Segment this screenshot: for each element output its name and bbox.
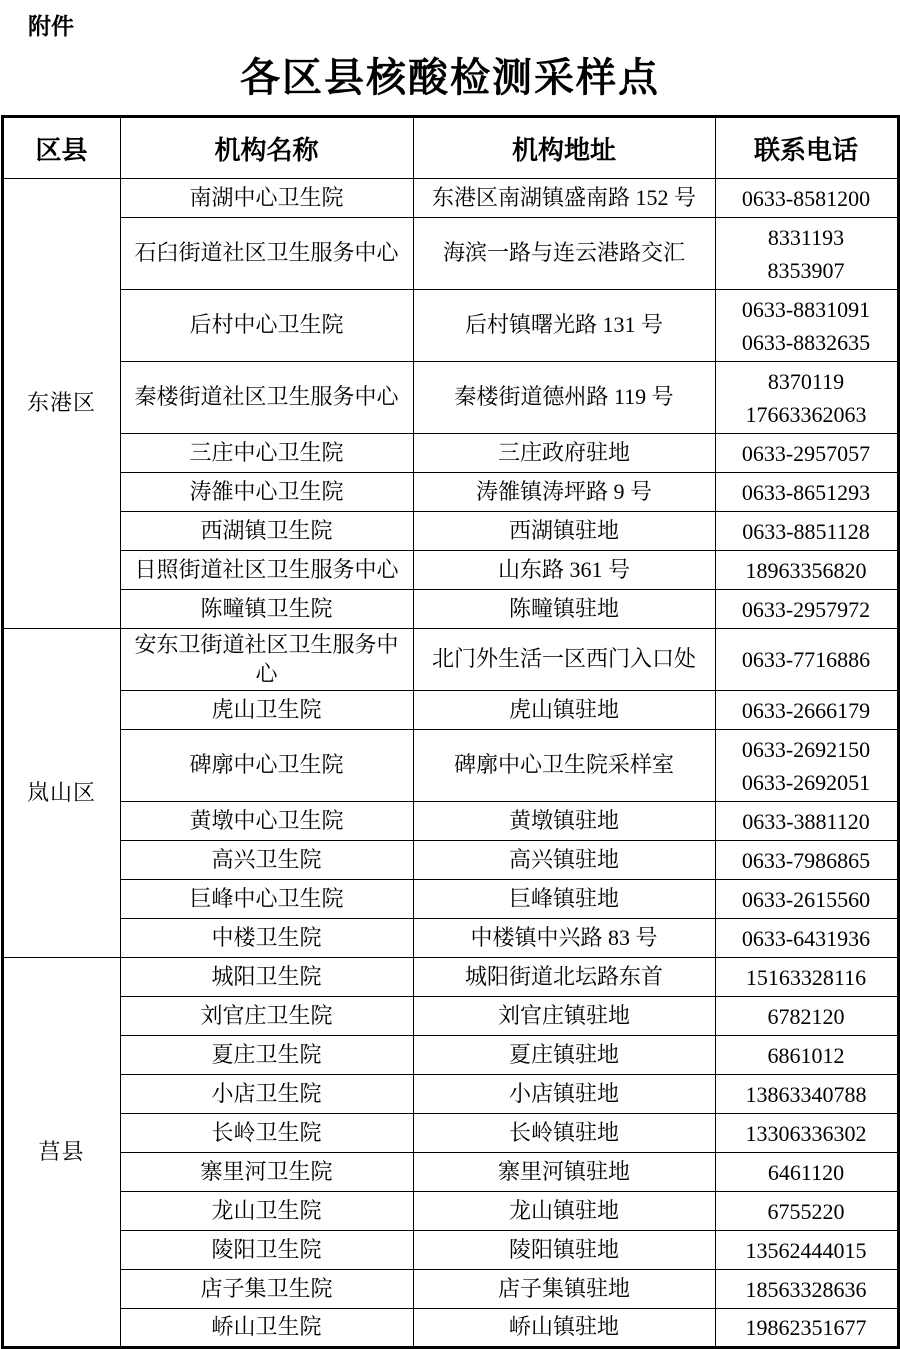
phone-cell — [715, 434, 898, 473]
header-phone: 联系电话 — [715, 117, 898, 179]
phone-number: 8353907 — [767, 257, 845, 283]
phone-number: 0633-8651293 — [741, 479, 871, 505]
phone-cell — [715, 841, 898, 880]
institution-address-cell: 碑廓中心卫生院采样室 — [413, 730, 715, 802]
institution-address-cell: 龙山镇驻地 — [413, 1192, 715, 1231]
table-row — [2, 1192, 898, 1231]
institution-name-cell: 黄墩中心卫生院 — [120, 802, 413, 841]
phone-number: 17663362063 — [745, 401, 867, 427]
phone-cell — [715, 629, 898, 691]
institution-name-cell: 石臼街道社区卫生服务中心 — [120, 218, 413, 290]
institution-name-cell: 城阳卫生院 — [120, 958, 413, 997]
phone-number: 13562444015 — [745, 1237, 867, 1263]
institution-address-cell: 巨峰镇驻地 — [413, 880, 715, 919]
header-row — [2, 117, 898, 179]
phone-cell — [715, 1309, 898, 1348]
phone-number: 6782120 — [767, 1003, 845, 1029]
phone-number: 0633-2957057 — [741, 440, 871, 466]
institution-address-cell: 陈疃镇驻地 — [413, 590, 715, 629]
institution-address-cell: 虎山镇驻地 — [413, 691, 715, 730]
header-district: 区县 — [2, 117, 120, 179]
institution-address-cell: 三庄政府驻地 — [413, 434, 715, 473]
institution-name-cell: 峤山卫生院 — [120, 1309, 413, 1348]
district-cell: 东港区 — [2, 179, 120, 629]
table-row — [2, 179, 898, 218]
institution-name-cell: 陈疃镇卫生院 — [120, 590, 413, 629]
phone-number: 0633-7716886 — [741, 647, 871, 673]
table-row — [2, 1270, 898, 1309]
table-row — [2, 1309, 898, 1348]
phone-cell — [715, 997, 898, 1036]
table-row — [2, 362, 898, 434]
table-row — [2, 1153, 898, 1192]
institution-name-cell: 秦楼街道社区卫生服务中心 — [120, 362, 413, 434]
phone-cell — [715, 1036, 898, 1075]
table-row — [2, 629, 898, 691]
phone-number: 0633-2615560 — [741, 886, 871, 912]
table-row — [2, 473, 898, 512]
institution-name-cell: 长岭卫生院 — [120, 1114, 413, 1153]
phone-number: 0633-8831091 — [741, 296, 871, 322]
table-row — [2, 590, 898, 629]
phone-cell — [715, 1114, 898, 1153]
phone-cell — [715, 1270, 898, 1309]
phone-number: 0633-8832635 — [741, 329, 871, 355]
table-row — [2, 691, 898, 730]
table-row — [2, 218, 898, 290]
phone-cell — [715, 880, 898, 919]
phone-cell — [715, 1075, 898, 1114]
phone-number: 0633-6431936 — [741, 925, 871, 951]
phone-number: 0633-7986865 — [741, 847, 871, 873]
phone-number: 6755220 — [767, 1198, 845, 1224]
institution-address-cell: 秦楼街道德州路 119 号 — [413, 362, 715, 434]
phone-number: 6861012 — [767, 1042, 845, 1068]
institution-name-cell: 高兴卫生院 — [120, 841, 413, 880]
phone-cell — [715, 218, 898, 290]
phone-number: 8370119 — [767, 368, 845, 394]
institution-address-cell: 寨里河镇驻地 — [413, 1153, 715, 1192]
institution-address-cell: 海滨一路与连云港路交汇 — [413, 218, 715, 290]
header-institution-address: 机构地址 — [413, 117, 715, 179]
phone-number: 13306336302 — [745, 1120, 867, 1146]
institution-name-cell: 碑廓中心卫生院 — [120, 730, 413, 802]
institution-address-cell: 东港区南湖镇盛南路 152 号 — [413, 179, 715, 218]
phone-number: 8331193 — [767, 224, 845, 250]
phone-number: 6461120 — [767, 1159, 845, 1185]
table-row — [2, 551, 898, 590]
table-body — [2, 179, 898, 1348]
phone-number: 0633-8851128 — [742, 518, 870, 544]
table-row — [2, 434, 898, 473]
phone-number: 13863340788 — [745, 1081, 867, 1107]
phone-number: 0633-2692051 — [741, 769, 871, 795]
table-row — [2, 1075, 898, 1114]
table-row — [2, 841, 898, 880]
phone-number: 18963356820 — [745, 557, 867, 583]
institution-name-cell: 三庄中心卫生院 — [120, 434, 413, 473]
institution-address-cell: 高兴镇驻地 — [413, 841, 715, 880]
institution-name-cell: 西湖镇卫生院 — [120, 512, 413, 551]
phone-cell — [715, 1153, 898, 1192]
table-row — [2, 802, 898, 841]
district-cell: 岚山区 — [2, 629, 120, 958]
institution-name-cell: 寨里河卫生院 — [120, 1153, 413, 1192]
table-header — [2, 117, 898, 179]
table-row — [2, 1036, 898, 1075]
institution-name-cell: 后村中心卫生院 — [120, 290, 413, 362]
table-row — [2, 919, 898, 958]
institution-name-cell: 夏庄卫生院 — [120, 1036, 413, 1075]
institution-name-cell: 巨峰中心卫生院 — [120, 880, 413, 919]
phone-number: 18563328636 — [745, 1276, 867, 1302]
sampling-points-table — [1, 115, 900, 1349]
phone-cell — [715, 512, 898, 551]
institution-name-cell: 龙山卫生院 — [120, 1192, 413, 1231]
institution-address-cell: 城阳街道北坛路东首 — [413, 958, 715, 997]
institution-name-cell: 陵阳卫生院 — [120, 1231, 413, 1270]
phone-cell — [715, 179, 898, 218]
institution-name-cell: 南湖中心卫生院 — [120, 179, 413, 218]
institution-address-cell: 刘官庄镇驻地 — [413, 997, 715, 1036]
institution-name-cell: 小店卫生院 — [120, 1075, 413, 1114]
table-row — [2, 880, 898, 919]
phone-number: 15163328116 — [745, 964, 867, 990]
table-row — [2, 958, 898, 997]
institution-address-cell: 小店镇驻地 — [413, 1075, 715, 1114]
table-row — [2, 290, 898, 362]
institution-name-cell: 中楼卫生院 — [120, 919, 413, 958]
phone-cell — [715, 730, 898, 802]
institution-address-cell: 陵阳镇驻地 — [413, 1231, 715, 1270]
institution-address-cell: 店子集镇驻地 — [413, 1270, 715, 1309]
phone-number: 0633-8581200 — [741, 185, 871, 211]
institution-name-cell: 虎山卫生院 — [120, 691, 413, 730]
district-cell: 莒县 — [2, 958, 120, 1348]
table-row — [2, 1114, 898, 1153]
institution-address-cell: 山东路 361 号 — [413, 551, 715, 590]
institution-address-cell: 北门外生活一区西门入口处 — [413, 629, 715, 691]
phone-cell — [715, 1231, 898, 1270]
phone-number: 0633-2957972 — [741, 596, 871, 622]
page-title: 各区县核酸检测采样点 — [240, 55, 660, 100]
institution-address-cell: 长岭镇驻地 — [413, 1114, 715, 1153]
institution-address-cell: 峤山镇驻地 — [413, 1309, 715, 1348]
institution-name-cell: 涛雒中心卫生院 — [120, 473, 413, 512]
phone-cell — [715, 1192, 898, 1231]
institution-address-cell: 黄墩镇驻地 — [413, 802, 715, 841]
phone-number: 0633-2666179 — [741, 697, 871, 723]
phone-cell — [715, 590, 898, 629]
phone-number: 0633-2692150 — [741, 736, 871, 762]
attachment-label: 附件 — [28, 13, 74, 39]
institution-address-cell: 西湖镇驻地 — [413, 512, 715, 551]
institution-name-cell: 店子集卫生院 — [120, 1270, 413, 1309]
phone-cell — [715, 958, 898, 997]
institution-name-cell: 刘官庄卫生院 — [120, 997, 413, 1036]
phone-cell — [715, 802, 898, 841]
table-row — [2, 1231, 898, 1270]
phone-cell — [715, 290, 898, 362]
institution-address-cell: 夏庄镇驻地 — [413, 1036, 715, 1075]
institution-address-cell: 后村镇曙光路 131 号 — [413, 290, 715, 362]
institution-address-cell: 中楼镇中兴路 83 号 — [413, 919, 715, 958]
table-row — [2, 997, 898, 1036]
phone-number: 0633-3881120 — [742, 808, 870, 834]
phone-cell — [715, 362, 898, 434]
institution-name-cell: 日照街道社区卫生服务中心 — [120, 551, 413, 590]
phone-number: 19862351677 — [745, 1315, 867, 1341]
phone-cell — [715, 691, 898, 730]
table-row — [2, 512, 898, 551]
institution-address-cell: 涛雒镇涛坪路 9 号 — [413, 473, 715, 512]
header-institution-name: 机构名称 — [120, 117, 413, 179]
phone-cell — [715, 473, 898, 512]
table-row — [2, 730, 898, 802]
phone-cell — [715, 919, 898, 958]
phone-cell — [715, 551, 898, 590]
institution-name-cell: 安东卫街道社区卫生服务中心 — [120, 629, 413, 691]
